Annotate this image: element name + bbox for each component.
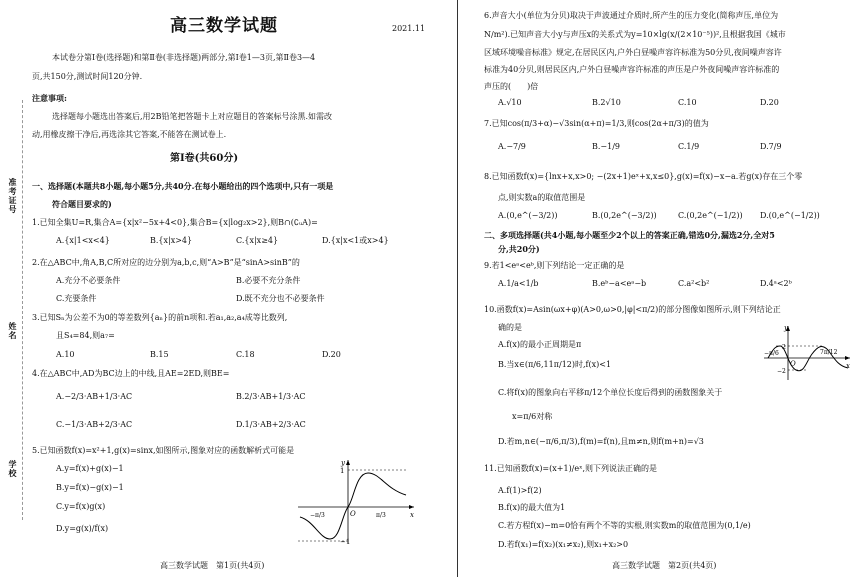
q4-stem: 4.在△ABC中,AD为BC边上的中线,且AE=2ED,则BE= [32, 369, 230, 378]
q5-bottom-label: −1 [340, 538, 351, 545]
q11-option-a: A.f(1)>f(2) [498, 486, 542, 495]
q10-x-arrow [845, 356, 850, 360]
q5-option-c: C.y=f(x)g(x) [56, 502, 106, 511]
side-label-school: 学校 [8, 460, 18, 478]
q10-origin-label: O [790, 360, 796, 368]
q3-option-a: A.10 [56, 350, 75, 359]
q9-option-c: C.a²<b² [678, 279, 710, 288]
q1-stem: 1.已知全集U=R,集合A={x|x²−5x+4<0},集合B={x|log₂x>2},则B∩(∁ᵤA)= [32, 218, 318, 227]
side-label-name: 姓名 [8, 322, 18, 340]
q9-option-a: A.1/a<1/b [498, 279, 539, 288]
page-2-footer: 高三数学试题 第2页(共4页) [612, 561, 717, 570]
q10-option-c-1: C.将f(x)的图象向右平移π/12个单位长度后得到的函数图象关于 [498, 388, 723, 397]
q1-option-a: A.{x|1<x<4} [56, 236, 110, 245]
q5-pos-tick-label: π/3 [376, 512, 386, 519]
intro-line-1: 本试卷分第Ⅰ卷(选择题)和第Ⅱ卷(非选择题)两部分,第Ⅰ卷1—3页,第Ⅱ卷3—4 [52, 53, 316, 62]
q5-function-graph [296, 455, 420, 545]
q2-option-d: D.既不充分也不必要条件 [236, 294, 325, 303]
q6-line-2: N/m²).已知声音大小y与声压x的关系式为y=10×lg(x/(2×10⁻⁵))²,且根据我国《城市 [484, 30, 786, 39]
q4-option-c: C.−1/3·AB+2/3·AC [56, 420, 133, 429]
notice-line-2: 动,用橡皮擦干净后,再选涂其它答案,不能答在测试卷上. [32, 130, 227, 139]
q11-option-c: C.若方程f(x)−m=0恰有两个不等的实根,则实数m的取值范围为(0,1/e) [498, 521, 751, 530]
page-1-footer: 高三数学试题 第1页(共4页) [160, 561, 265, 570]
q10-option-d: D.若m,n∈(−π/6,π/3),f(m)=f(n),且m≠n,则f(m+n)=√3 [498, 437, 704, 446]
q6-line-5: 声压的( )倍 [484, 82, 539, 91]
q11-stem: 11.已知函数f(x)=(x+1)/eˣ,则下列说法正确的是 [484, 464, 658, 473]
q10-x-label: x [846, 362, 850, 370]
q5-curve [300, 473, 406, 539]
q3-option-d: D.20 [322, 350, 341, 359]
q5-option-a: A.y=f(x)+g(x)−1 [56, 464, 124, 473]
q1-option-b: B.{x|x>4} [150, 236, 193, 245]
q6-line-3: 区域环境噪音标准》规定,在居民区内,户外白昼噪声容许标准为50分贝,夜间噪声容许 [484, 48, 782, 57]
intro-line-2: 页,共150分,测试时间120分钟. [32, 72, 143, 81]
q10-line-1: 10.函数f(x)=Asin(ωx+φ)(A>0,ω>0,|φ|<π/2)的部分图像如图所示,则下列结论正 [484, 305, 781, 314]
q2-option-a: A.充分不必要条件 [56, 276, 121, 285]
q9-option-d: D.4ᵃ<2ᵇ [760, 279, 792, 288]
binding-line [22, 100, 23, 520]
q5-top-label: 1 [340, 467, 345, 475]
q10-option-a: A.f(x)的最小正周期是π [498, 340, 582, 349]
q6-line-4: 标准为40分贝,则居民区内,户外白昼噪声容许标准的声压是户外夜间噪声容许标准的 [484, 65, 780, 74]
q3-option-c: C.18 [236, 350, 255, 359]
q9-option-b: B.eᵇ−a<eᵃ−b [592, 279, 647, 288]
q8-line-2: 点,则实数a的取值范围是 [498, 193, 586, 202]
exam-title: 高三数学试题 [170, 16, 278, 36]
part1-heading-1: 一、选择题(本题共8小题,每小题5分,共40分.在每小题给出的四个选项中,只有一项是 [32, 181, 334, 191]
q3-stem-1: 3.已知Sₙ为公差不为0的等差数列{aₙ}的前n项和.若a₁,a₂,a₄成等比数列, [32, 313, 288, 322]
page-divider [457, 0, 458, 577]
notice-heading: 注意事项: [32, 93, 67, 103]
q10-y-label: y [784, 324, 788, 332]
q5-y-label: y [341, 459, 345, 467]
q5-stem: 5.已知函数f(x)=x²+1,g(x)=sinx,如图所示,图象对应的函数解析式可能是 [32, 446, 295, 455]
q6-option-c: C.10 [678, 98, 697, 107]
q8-option-a: A.(0,e^(−3/2)) [498, 211, 558, 220]
q8-option-c: C.(0,2e^(−1/2)) [678, 211, 743, 220]
q6-option-d: D.20 [760, 98, 779, 107]
q4-option-a: A.−2/3·AB+1/3·AC [56, 392, 133, 401]
q6-option-b: B.2√10 [592, 98, 621, 107]
q7-option-b: B.−1/9 [592, 142, 620, 151]
q7-stem: 7.已知cos(π/3+α)−√3sin(α+π)=1/3,则cos(2α+π/3)的值为 [484, 119, 709, 128]
q10-line-2: 确的是 [498, 323, 522, 332]
q7-option-a: A.−7/9 [498, 142, 526, 151]
q10-tick-b-label: 7π/12 [820, 349, 838, 356]
q10-option-c-2: x=π/6对称 [512, 412, 553, 421]
q4-option-b: B.2/3·AB+1/3·AC [236, 392, 306, 401]
q2-stem: 2.在△ABC中,角A,B,C所对应的边分别为a,b,c,则“A>B”是“sinA>sinB”的 [32, 258, 300, 267]
exam-date: 2021.11 [392, 24, 426, 33]
side-label-exam-number: 准考证号 [8, 178, 18, 214]
q5-x-label: x [410, 511, 414, 519]
q5-option-b: B.y=f(x)−g(x)−1 [56, 483, 124, 492]
part1-heading-2: 符合题目要求的) [52, 199, 112, 209]
q10-max-label: 2 [782, 344, 786, 351]
q10-min-label: −2 [777, 368, 786, 375]
q5-x-arrow [409, 505, 414, 509]
q11-option-b: B.f(x)的最大值为1 [498, 503, 566, 512]
q3-stem-2: 且S₄=84,则a₇= [56, 331, 115, 340]
q2-option-c: C.充要条件 [56, 294, 97, 303]
q1-option-d: D.{x|x<1或x>4} [322, 236, 389, 245]
q7-option-d: D.7/9 [760, 142, 782, 151]
q5-option-d: D.y=g(x)/f(x) [56, 524, 109, 533]
q3-option-b: B.15 [150, 350, 169, 359]
part2-heading-1: 二、多项选择题(共4小题,每小题至少2个以上的答案正确,错选0分,漏选2分,全对5 [484, 230, 775, 240]
q4-option-d: D.1/3·AB+2/3·AC [236, 420, 306, 429]
q10-option-b: B.当x∈(π/6,11π/12)时,f(x)<1 [498, 360, 612, 369]
q8-line-1: 8.已知函数f(x)={lnx+x,x>0; −(2x+1)eˣ+x,x≤0},g(x)=f(x)−x−a.若g(x)存在三个零 [484, 172, 803, 181]
section-title: 第Ⅰ卷(共60分) [170, 153, 239, 164]
notice-line-1: 选择题每小题选出答案后,用2B铅笔把答题卡上对应题目的答案标号涂黑.如需改 [52, 112, 333, 121]
q10-sine-graph [762, 322, 854, 384]
q11-option-d: D.若f(x₁)=f(x₂)(x₁≠x₂),则x₁+x₂>0 [498, 540, 629, 549]
q5-y-arrow [346, 460, 350, 465]
q1-option-c: C.{x|x≥4} [236, 236, 279, 245]
q6-option-a: A.√10 [498, 98, 522, 107]
q5-neg-tick-label: −π/3 [310, 512, 325, 519]
q10-tick-a-label: −π/6 [764, 350, 779, 357]
q9-stem: 9.若1<eᵃ<eᵇ,则下列结论一定正确的是 [484, 261, 625, 270]
q6-line-1: 6.声音大小(单位为分贝)取决于声波通过介质时,所产生的压力变化(简称声压,单位为 [484, 11, 779, 20]
q8-option-b: B.(0,2e^(−3/2)) [592, 211, 657, 220]
q2-option-b: B.必要不充分条件 [236, 276, 301, 285]
q8-option-d: D.(0,e^(−1/2)) [760, 211, 820, 220]
page-2 [462, 0, 858, 577]
part2-heading-2: 分,共20分) [498, 244, 540, 254]
q7-option-c: C.1/9 [678, 142, 700, 151]
q5-origin-label: O [350, 510, 356, 518]
